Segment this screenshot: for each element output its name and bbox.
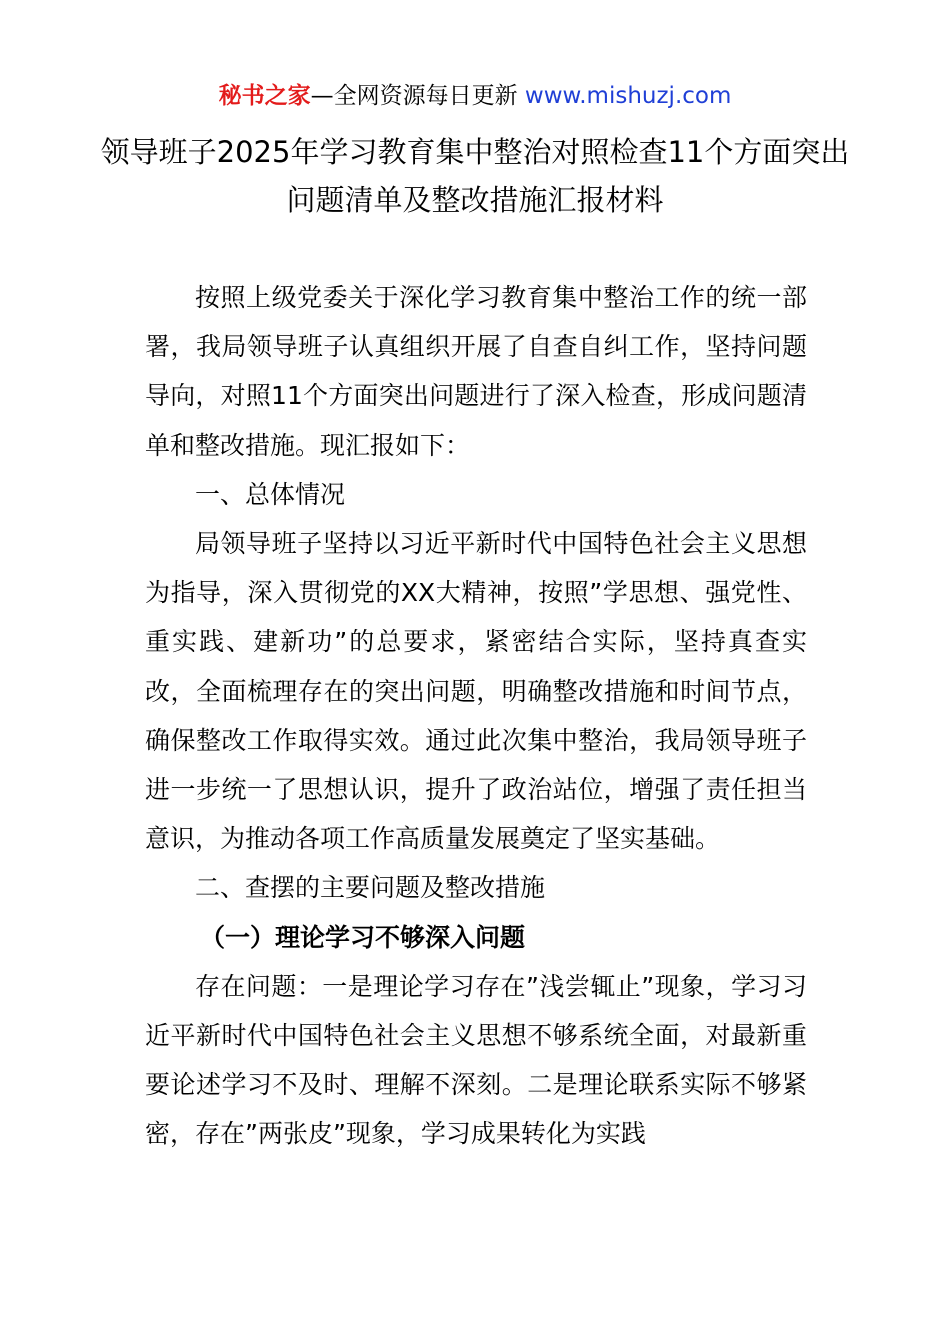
site-header — [0, 80, 950, 112]
site-url-link[interactable]: www.mishuzj.com — [524, 83, 732, 109]
section-heading-problems: 二、查摆的主要问题及整改措施 — [195, 873, 546, 903]
document-title: 领导班子2025年学习教育集中整治对照检查11个方面突出问题清单及整改措施汇报材料 — [100, 135, 850, 217]
overview-paragraph: 局领导班子坚持以习近平新时代中国特色社会主义思想为指导，深入贯彻党的XX大精神，按照”学思想、强党性、重实践、建新功”的总要求，紧密结合实际，坚持真查实改，全面梳理存在的突出问题，明确整改措施和时间节点，确保整改工作取得实效。通过此次集中整治，我局领导班子进一步统一了思想认识，提升了政治站位，增强了责任担当意识，为推动各项工作高质量发展奠定了坚实基础。 — [145, 529, 807, 854]
problems-paragraph: 存在问题：一是理论学习存在”浅尝辄止”现象，学习习近平新时代中国特色社会主义思想不够系统全面，对最新重要论述学习不及时、理解不深刻。二是理论联系实际不够紧密，存在”两张皮”现象，学习成果转化为实践 — [145, 971, 807, 1149]
header-tagline: —全网资源每日更新 — [310, 83, 518, 109]
document-body — [145, 273, 807, 1159]
section-heading-overview: 一、总体情况 — [195, 479, 346, 509]
subsection-heading-theory: （一）理论学习不够深入问题 — [200, 922, 526, 952]
intro-paragraph: 按照上级党委关于深化学习教育集中整治工作的统一部署，我局领导班子认真组织开展了自查自纠工作，坚持问题导向，对照11个方面突出问题进行了深入检查，形成问题清单和整改措施。现汇报如下： — [145, 283, 807, 460]
brand-name: 秘书之家 — [218, 83, 311, 109]
